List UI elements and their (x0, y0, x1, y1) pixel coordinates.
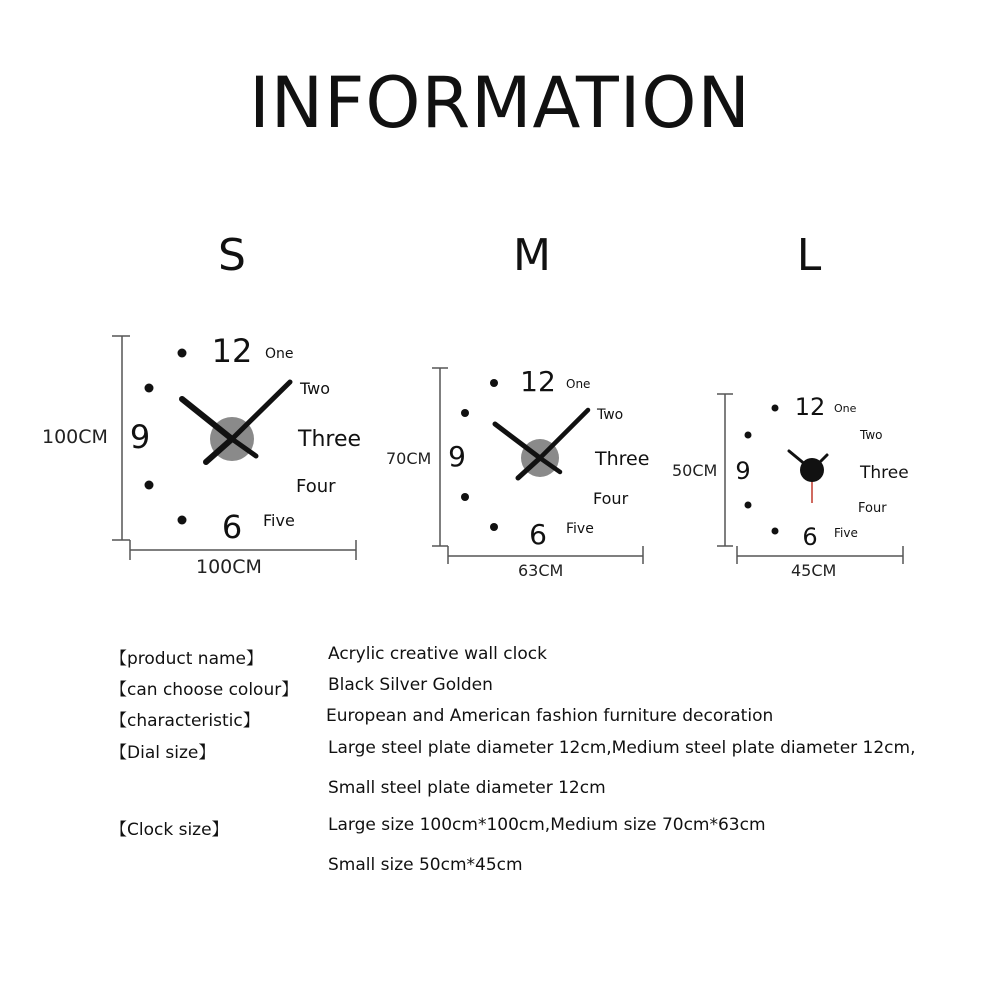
numeral-6: 6 (802, 523, 818, 551)
word-one: One (265, 346, 294, 362)
info-value: Large steel plate diameter 12cm,Medium steel plate diameter 12cm, (328, 738, 916, 758)
height-label-l: 50CM (672, 461, 718, 480)
width-label-s: 100CM (196, 556, 262, 578)
info-value: Black Silver Golden (328, 675, 493, 695)
dot-marker (178, 516, 187, 525)
dot-marker (772, 405, 779, 412)
size-label-m: M (513, 230, 551, 281)
hand-tail (232, 439, 256, 456)
word-three: Three (298, 427, 362, 452)
info-value: Large size 100cm*100cm,Medium size 70cm*63cm (328, 815, 766, 835)
info-label: 【Dial size】 (110, 743, 216, 763)
word-four: Four (593, 489, 629, 508)
hand-tail (518, 458, 540, 478)
info-value: Acrylic creative wall clock (328, 644, 547, 664)
word-one: One (566, 377, 591, 391)
hour-hand (789, 451, 812, 470)
clock-hub (210, 417, 254, 461)
page-title: INFORMATION (249, 62, 751, 144)
dot-marker (461, 409, 469, 417)
dot-marker (461, 493, 469, 501)
numeral-6: 6 (221, 508, 243, 546)
hand-tail (540, 458, 560, 472)
word-five: Five (263, 511, 295, 530)
word-five: Five (566, 521, 594, 537)
word-three: Three (595, 448, 650, 470)
info-value: European and American fashion furniture decoration (326, 706, 774, 726)
info-label: 【characteristic】 (110, 711, 260, 731)
dot-marker (490, 379, 498, 387)
word-five: Five (834, 526, 858, 540)
clock-hub (521, 439, 559, 477)
numeral-9: 9 (448, 440, 466, 473)
clock-hub (800, 458, 824, 482)
word-two: Two (597, 407, 624, 423)
dot-marker (178, 349, 187, 358)
minute-hand (540, 410, 588, 458)
hour-hand (182, 399, 232, 439)
info-value: Small steel plate diameter 12cm (328, 778, 606, 798)
size-label-s: S (218, 230, 246, 281)
numeral-9: 9 (129, 418, 151, 456)
numeral-12: 12 (520, 365, 556, 398)
height-label-s: 100CM (42, 426, 108, 448)
dot-marker (772, 528, 779, 535)
minute-hand (812, 455, 827, 470)
minute-hand (232, 382, 290, 439)
word-two: Two (300, 379, 330, 398)
width-label-l: 45CM (791, 561, 837, 580)
dot-marker (490, 523, 498, 531)
size-label-l: L (796, 230, 822, 281)
dot-marker (145, 481, 154, 490)
hour-hand (495, 424, 540, 458)
numeral-12: 12 (211, 332, 253, 370)
numeral-12: 12 (794, 393, 826, 421)
info-value: Small size 50cm*45cm (328, 855, 523, 875)
word-four: Four (858, 501, 887, 516)
word-four: Four (296, 476, 336, 497)
dot-marker (145, 384, 154, 393)
numeral-9: 9 (735, 457, 751, 485)
word-one: One (834, 402, 857, 415)
width-label-m: 63CM (518, 561, 564, 580)
dot-marker (745, 432, 752, 439)
dot-marker (745, 502, 752, 509)
hand-tail (206, 439, 232, 462)
info-label: 【can choose colour】 (110, 680, 299, 700)
numeral-6: 6 (529, 518, 547, 551)
info-label: 【product name】 (110, 649, 263, 669)
word-two: Two (860, 428, 883, 442)
info-label: 【Clock size】 (110, 820, 229, 840)
word-three: Three (860, 463, 909, 483)
height-label-m: 70CM (386, 449, 432, 468)
